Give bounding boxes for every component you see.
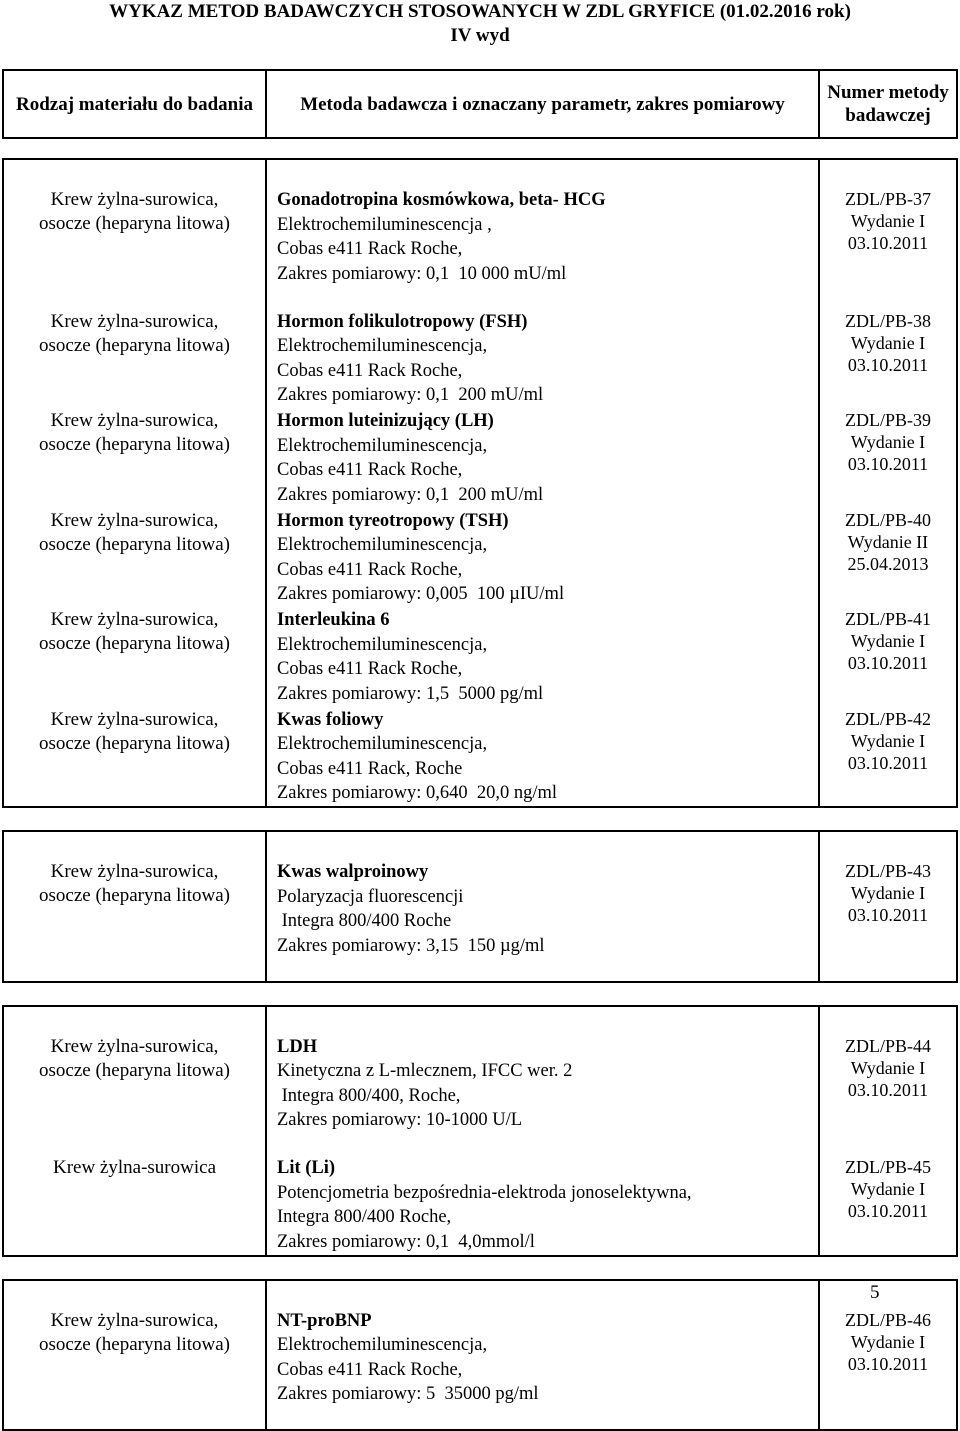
method-number-cell — [819, 1155, 957, 1256]
method-number-cell — [819, 831, 957, 982]
method-detail-line: Cobas e411 Rack Roche, — [277, 1359, 463, 1380]
edition-date: 03.10.2011 — [847, 905, 929, 925]
edition-date: 03.10.2011 — [847, 653, 929, 673]
method-cell — [266, 831, 819, 982]
material-line-2: osocze (heparyna litowa) — [39, 213, 230, 234]
method-detail-line: Elektrochemiluminescencja, — [277, 336, 488, 357]
method-cell — [266, 1280, 819, 1431]
edition-date: 03.10.2011 — [847, 1079, 929, 1100]
method-number-cell — [819, 707, 957, 808]
method-detail-line: Elektrochemiluminescencja, — [277, 435, 488, 456]
material-line-1: Krew żylna-surowica, — [50, 310, 219, 332]
method-detail-line: Elektrochemiluminescencja, — [277, 1335, 488, 1356]
method-detail-line: Zakres pomiarowy: 3,15 150 µg/ml — [277, 935, 545, 956]
method-name: Hormon tyreotropowy (TSH) — [277, 510, 509, 531]
method-name: LDH — [277, 1036, 318, 1057]
method-number: ZDL/PB-44 — [844, 1035, 931, 1056]
method-detail-line: Cobas e411 Rack Roche, — [277, 559, 463, 580]
gap-cell — [266, 982, 819, 1006]
edition: Wydanie I — [850, 631, 926, 651]
material-line-2: osocze (heparyna litowa) — [39, 885, 230, 906]
method-cell — [266, 309, 819, 409]
method-detail-line: Cobas e411 Rack Roche, — [277, 239, 463, 260]
group-gap — [3, 982, 957, 1006]
table-row — [3, 707, 957, 808]
method-name: Kwas walproinowy — [277, 862, 429, 882]
group-gap — [3, 807, 957, 831]
gap-cell — [819, 1256, 957, 1280]
gap-cell — [266, 807, 819, 831]
method-number-cell — [819, 159, 957, 309]
method-number-cell — [819, 309, 957, 409]
gap-cell — [819, 982, 957, 1006]
edition: Wydanie I — [850, 432, 926, 452]
material-cell — [3, 1006, 266, 1156]
material-line-2: osocze (heparyna litowa) — [39, 334, 230, 356]
table-row — [3, 309, 957, 409]
method-detail-line: Zakres pomiarowy: 0,005 100 µIU/ml — [277, 584, 565, 605]
table-row — [3, 607, 957, 707]
material-cell — [3, 508, 266, 608]
header-material: Rodzaj materiału do badania — [3, 70, 266, 138]
group-gap — [3, 1256, 957, 1280]
method-number-cell — [819, 408, 957, 508]
method-detail-line: Zakres pomiarowy: 1,5 5000 pg/ml — [277, 683, 544, 704]
material-line-1: Krew żylna-surowica, — [50, 708, 219, 730]
edition: Wydanie I — [850, 1331, 926, 1352]
edition: Wydanie I — [850, 1179, 926, 1199]
table-row — [3, 508, 957, 608]
method-name: Lit (Li) — [277, 1158, 336, 1178]
method-name: Hormon luteinizujący (LH) — [277, 411, 494, 431]
method-detail-line: Cobas e411 Rack Roche, — [277, 659, 463, 680]
method-name: Kwas foliowy — [277, 709, 384, 730]
method-cell — [266, 408, 819, 508]
header-table — [2, 69, 958, 139]
method-number: ZDL/PB-40 — [844, 509, 931, 530]
method-number: ZDL/PB-41 — [844, 609, 931, 629]
method-name: Hormon folikulotropowy (FSH) — [277, 311, 528, 332]
method-detail-line: Zakres pomiarowy: 5 35000 pg/ml — [277, 1384, 539, 1405]
material-line-1: Krew żylna-surowica, — [50, 1035, 219, 1057]
method-cell — [266, 1155, 819, 1256]
table-row — [3, 1155, 957, 1256]
gap-cell — [266, 1256, 819, 1280]
method-number: ZDL/PB-37 — [844, 189, 931, 209]
method-detail-line: Potencjometria bezpośrednia-elektroda jonoselektywna, — [277, 1182, 692, 1203]
method-number: ZDL/PB-45 — [844, 1157, 931, 1177]
method-number-cell — [819, 607, 957, 707]
document-title — [0, 0, 960, 48]
page-number: 5 — [870, 1282, 880, 1303]
method-detail-line: Zakres pomiarowy: 0,1 200 mU/ml — [277, 385, 544, 406]
method-number: ZDL/PB-46 — [844, 1309, 931, 1330]
method-detail-line: Zakres pomiarowy: 0,1 4,0mmol/l — [277, 1231, 535, 1252]
edition: Wydanie I — [850, 883, 926, 903]
method-detail-line: Cobas e411 Rack, Roche — [277, 758, 463, 779]
material-line-2: osocze (heparyna litowa) — [39, 434, 230, 455]
method-number-cell — [819, 1006, 957, 1156]
edition: Wydanie I — [850, 332, 926, 353]
material-line-2: osocze (heparyna litowa) — [39, 732, 230, 754]
method-detail-line: Integra 800/400 Roche — [277, 911, 452, 932]
edition-date: 03.10.2011 — [847, 1201, 929, 1221]
method-name: NT-proBNP — [277, 1310, 372, 1331]
material-line-2: osocze (heparyna litowa) — [39, 1059, 230, 1081]
method-detail-line: Elektrochemiluminescencja, — [277, 535, 488, 556]
method-number-cell — [819, 508, 957, 608]
method-detail-line: Elektrochemiluminescencja , — [277, 214, 492, 235]
method-cell — [266, 1006, 819, 1156]
edition-date: 03.10.2011 — [847, 454, 929, 474]
table-row — [3, 831, 957, 982]
material-line-2: osocze (heparyna litowa) — [39, 1333, 230, 1355]
methods-table-body — [3, 159, 957, 1430]
edition: Wydanie I — [850, 1057, 926, 1078]
material-cell — [3, 159, 266, 309]
method-detail-line: Polaryzacja fluorescencji — [277, 886, 464, 907]
method-cell — [266, 159, 819, 309]
method-number: ZDL/PB-39 — [844, 410, 931, 430]
gap-cell — [3, 807, 266, 831]
method-number: ZDL/PB-43 — [844, 861, 931, 881]
edition: Wydanie I — [850, 211, 926, 231]
edition-date: 03.10.2011 — [847, 1353, 929, 1374]
methods-table — [2, 158, 958, 1431]
material-line-1: Krew żylna-surowica, — [50, 861, 219, 882]
material-cell — [3, 707, 266, 808]
material-line-1: Krew żylna-surowica — [52, 1157, 216, 1178]
material-cell — [3, 309, 266, 409]
header-number: Numer metody badawczej — [819, 70, 957, 138]
material-line-2: osocze (heparyna litowa) — [39, 533, 230, 555]
method-cell — [266, 707, 819, 808]
title-line-1: WYKAZ METOD BADAWCZYCH STOSOWANYCH W ZDL GRYFICE (01.02.2016 rok) — [109, 1, 851, 22]
material-line-2: osocze (heparyna litowa) — [39, 633, 230, 654]
method-number-cell — [819, 1280, 957, 1431]
method-detail-line: Zakres pomiarowy: 0,1 10 000 mU/ml — [277, 263, 567, 284]
method-detail-line: Integra 800/400 Roche, — [277, 1207, 452, 1228]
material-cell — [3, 831, 266, 982]
table-row — [3, 408, 957, 508]
method-detail-line: Zakres pomiarowy: 10-1000 U/L — [277, 1110, 523, 1131]
material-line-1: Krew żylna-surowica, — [50, 609, 219, 630]
edition-date: 03.10.2011 — [847, 354, 929, 375]
edition-date: 03.10.2011 — [847, 752, 929, 773]
method-name: Gonadotropina kosmówkowa, beta- HCG — [277, 190, 606, 210]
material-line-1: Krew żylna-surowica, — [50, 189, 219, 210]
method-detail-line: Elektrochemiluminescencja, — [277, 634, 488, 655]
method-detail-line: Integra 800/400, Roche, — [277, 1085, 461, 1106]
method-detail-line: Cobas e411 Rack Roche, — [277, 460, 463, 481]
method-detail-line: Zakres pomiarowy: 0,640 20,0 ng/ml — [277, 783, 558, 804]
material-cell — [3, 1155, 266, 1256]
material-cell — [3, 607, 266, 707]
edition: Wydanie I — [850, 730, 926, 751]
material-line-1: Krew żylna-surowica, — [50, 509, 219, 531]
material-cell — [3, 408, 266, 508]
method-detail-line: Elektrochemiluminescencja, — [277, 734, 488, 755]
header-method: Metoda badawcza i oznaczany parametr, zakres pomiarowy — [266, 70, 819, 138]
material-line-1: Krew żylna-surowica, — [50, 1309, 219, 1331]
method-detail-line: Zakres pomiarowy: 0,1 200 mU/ml — [277, 484, 544, 505]
method-cell — [266, 508, 819, 608]
table-row — [3, 159, 957, 309]
gap-cell — [3, 1256, 266, 1280]
table-row — [3, 1006, 957, 1156]
edition-date: 25.04.2013 — [847, 553, 929, 574]
title-line-2: IV wyd — [450, 25, 510, 46]
edition: Wydanie II — [847, 531, 929, 552]
gap-cell — [3, 982, 266, 1006]
method-name: Interleukina 6 — [277, 610, 390, 630]
method-detail-line: Cobas e411 Rack Roche, — [277, 360, 463, 381]
method-cell — [266, 607, 819, 707]
gap-cell — [819, 807, 957, 831]
method-detail-line: Kinetyczna z L-mlecznem, IFCC wer. 2 — [277, 1061, 573, 1082]
method-number: ZDL/PB-42 — [844, 708, 931, 729]
material-line-1: Krew żylna-surowica, — [50, 410, 219, 431]
edition-date: 03.10.2011 — [847, 233, 929, 253]
table-row — [3, 1280, 957, 1431]
method-number: ZDL/PB-38 — [844, 310, 931, 331]
material-cell — [3, 1280, 266, 1431]
